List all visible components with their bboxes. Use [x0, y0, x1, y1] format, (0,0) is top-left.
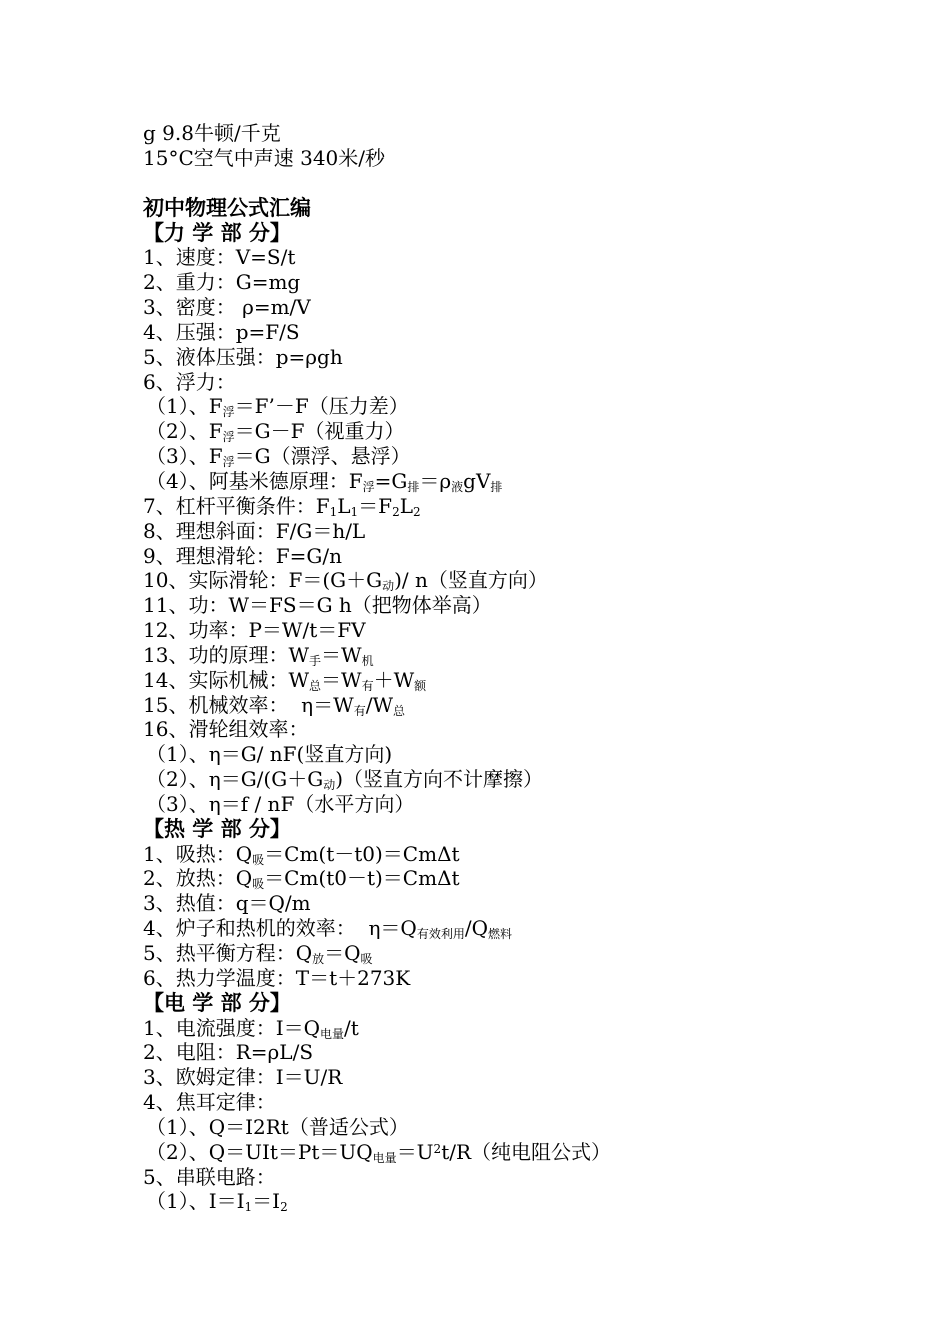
formula-heat-absorb: 1、吸热：$Q_吸=Cm(t-t0)=Cm\Delta t$ [143, 841, 460, 867]
formula-resistance: 2、电阻：R=ρL/S [143, 1040, 314, 1065]
blank-line [143, 171, 903, 196]
document-title: 初中物理公式汇编 [143, 194, 311, 220]
formula-buoyancy-heading: 6、浮力： [143, 369, 236, 394]
formula-speed: 1、速度：V=S/t [143, 245, 296, 270]
formula-pressure: 4、压强：p=F/S [143, 319, 300, 344]
constant-sound-speed: 15°C空气中声速 340米/秒 [143, 145, 386, 170]
formula-joule-law-2: （2）、$Q=UIt=Pt=UQ_{电量}=U^2t/R$（纯电阻公式） [146, 1139, 612, 1165]
formula-work-principle: 13、功的原理：$W_手=W_机$ [143, 642, 374, 668]
formula-density: 3、密度： ρ=m/V [143, 295, 311, 320]
formula-incline: 8、理想斜面：F/G＝h/L [143, 518, 366, 543]
formula-ideal-pulley: 9、理想滑轮：F=G/n [143, 543, 342, 568]
formula-work: 11、功：W＝FS＝G h（把物体举高） [143, 593, 492, 618]
formula-liquid-pressure: 5、液体压强：p=ρgh [143, 344, 343, 369]
formula-buoyancy-4: （4）、阿基米德原理：$F_浮=G_排=\rho_液gV_排$ [146, 468, 503, 494]
formula-pulley-efficiency-heading: 16、滑轮组效率： [143, 717, 309, 742]
formula-thermo-temperature: 6、热力学温度：T＝t＋273K [143, 965, 411, 990]
formula-series-circuit-1: （1）、$I=I_1=I_2$ [146, 1189, 288, 1215]
formula-power: 12、功率：P＝W/t＝FV [143, 618, 366, 643]
document-page [143, 121, 903, 1214]
formula-actual-machine: 14、实际机械：$W_总=W_有+W_额$ [143, 667, 427, 693]
formula-heat-balance: 5、热平衡方程：$Q_放=Q_吸$ [143, 941, 373, 966]
formula-actual-pulley: 10、实际滑轮：$F=(G+G_动)/$ n（竖直方向） [143, 568, 548, 594]
section-heading-electricity: 【电 学 部 分】 [143, 989, 291, 1015]
formula-buoyancy-1: （1）、$F_浮=F’-F$（压力差） [146, 394, 409, 420]
formula-gravity: 2、重力：G=mg [143, 270, 301, 295]
formula-machine-efficiency: 15、机械效率： $\eta=W_有/W_总$ [143, 692, 406, 718]
section-heading-mechanics: 【力 学 部 分】 [143, 219, 291, 245]
formula-pulley-efficiency-3: （3）、η＝f / nF（水平方向） [146, 791, 415, 816]
formula-pulley-efficiency-2: （2）、$\eta=G/(G+G_动)$（竖直方向不计摩擦） [146, 767, 544, 793]
constant-gravity: g 9.8牛顿/千克 [143, 121, 281, 145]
formula-current: 1、电流强度：$I=Q_{电量}/t$ [143, 1015, 359, 1041]
formula-heat-value: 3、热值：q＝Q/m [143, 891, 311, 916]
formula-series-circuit-heading: 5、串联电路： [143, 1164, 276, 1189]
formula-ohm-law: 3、欧姆定律：I＝U/R [143, 1065, 343, 1090]
formula-heat-release: 2、放热：$Q_吸=Cm(t0-t)=Cm\Delta t$ [143, 866, 460, 892]
formula-pulley-efficiency-1: （1）、η＝G/ nF(竖直方向) [146, 742, 393, 767]
formula-joule-law-1: （1）、Q＝I2Rt（普适公式） [146, 1114, 409, 1139]
formula-joule-law-heading: 4、焦耳定律： [143, 1090, 276, 1115]
formula-heat-efficiency: 4、炉子和热机的效率： $\eta=Q_{有效利用}/Q_{燃料}$ [143, 916, 512, 942]
formula-buoyancy-2: （2）、$F_浮=G-F$（视重力） [146, 419, 405, 445]
section-heading-heat: 【热 学 部 分】 [143, 815, 291, 841]
formula-lever: 7、杠杆平衡条件：$F_1L_1=F_2L_2$ [143, 493, 421, 519]
formula-buoyancy-3: （3）、$F_浮=G$（漂浮、悬浮） [146, 444, 411, 470]
